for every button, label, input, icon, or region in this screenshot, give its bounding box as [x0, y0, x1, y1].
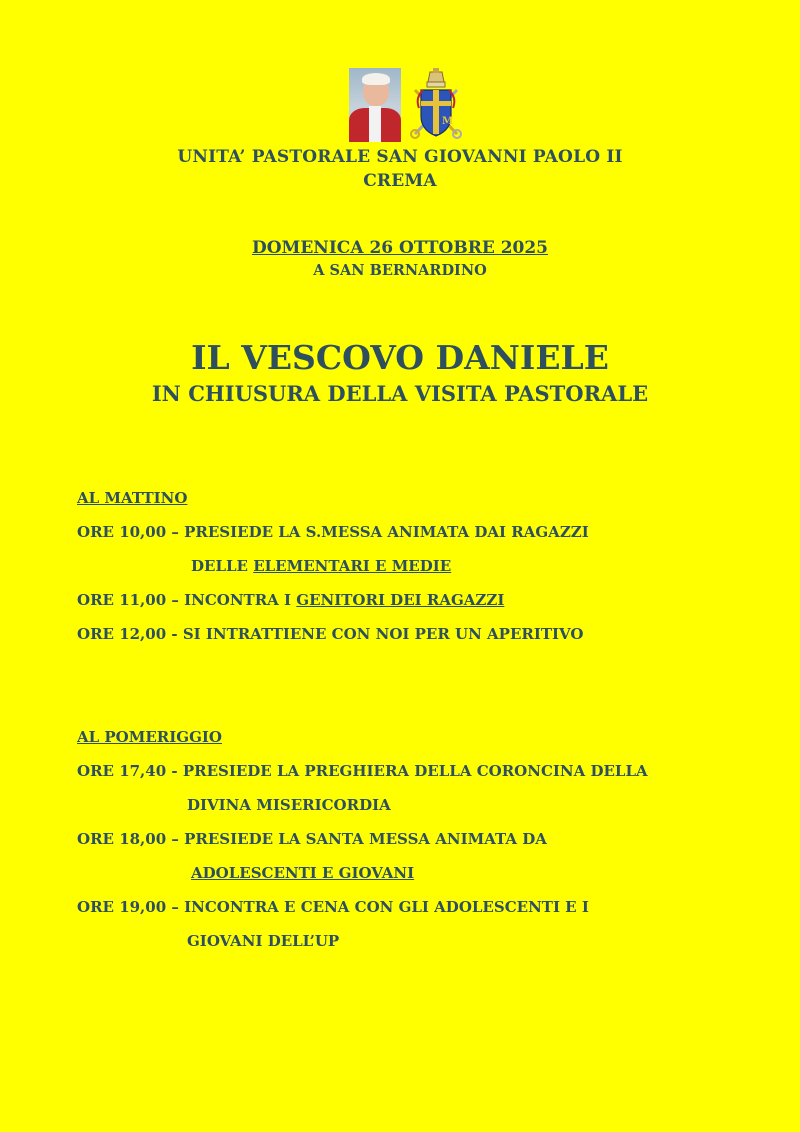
schedule-time: ORE 17,40 -	[77, 762, 183, 780]
pope-portrait-image	[349, 68, 401, 142]
schedule-text: SI INTRATTIENE CON NOI PER UN APERITIVO	[182, 625, 584, 643]
schedule-text: PRESIEDE LA S.MESSA ANIMATA DAI RAGAZZI	[184, 523, 589, 541]
header-logos	[349, 68, 463, 142]
schedule-time: ORE 19,00 –	[77, 898, 185, 916]
event-title: IL VESCOVO DANIELE	[191, 338, 609, 377]
schedule-item-continuation: DIVINA MISERICORDIA	[187, 796, 391, 814]
afternoon-heading: AL POMERIGGIO	[77, 728, 222, 746]
schedule-item	[77, 754, 648, 788]
morning-schedule	[77, 481, 589, 651]
schedule-item-continuation: ADOLESCENTI E GIOVANI	[191, 864, 415, 882]
event-date-block	[0, 238, 800, 281]
schedule-item	[77, 617, 589, 651]
event-date: DOMENICA 26 OTTOBRE 2025	[251, 238, 549, 258]
schedule-text: INCONTRA E CENA CON GLI ADOLESCENTI E I	[184, 898, 589, 916]
schedule-time: ORE 11,00 –	[77, 591, 185, 609]
schedule-text: PRESIEDE LA PREGHIERA DELLA CORONCINA DELLA	[182, 762, 648, 780]
morning-heading: AL MATTINO	[77, 489, 188, 507]
schedule-time: ORE 10,00 –	[77, 523, 185, 541]
schedule-text: PRESIEDE LA SANTA MESSA ANIMATA DA	[184, 830, 547, 848]
event-place: A SAN BERNARDINO	[313, 262, 487, 279]
event-subtitle: IN CHIUSURA DELLA VISITA PASTORALE	[151, 381, 649, 406]
schedule-time: ORE 18,00 –	[77, 830, 185, 848]
afternoon-schedule	[77, 720, 648, 958]
schedule-item-continuation: GIOVANI DELL’UP	[187, 932, 340, 950]
schedule-item	[77, 515, 589, 549]
schedule-item	[77, 890, 648, 924]
svg-text:M: M	[442, 116, 454, 127]
schedule-item: ORE 11,00 – INCONTRA I GENITORI DEI RAGAZZI	[77, 591, 505, 609]
organization-heading	[0, 145, 800, 193]
papal-coat-of-arms-icon	[409, 68, 463, 140]
schedule-text: INCONTRA I	[184, 591, 297, 609]
org-city: CREMA	[363, 171, 437, 191]
event-title-block	[0, 338, 800, 408]
org-name: UNITA’ PASTORALE SAN GIOVANNI PAOLO II	[177, 147, 623, 167]
schedule-item	[77, 822, 648, 856]
schedule-time: ORE 12,00 -	[77, 625, 183, 643]
schedule-item-continuation: DELLE ELEMENTARI E MEDIE	[191, 557, 452, 575]
